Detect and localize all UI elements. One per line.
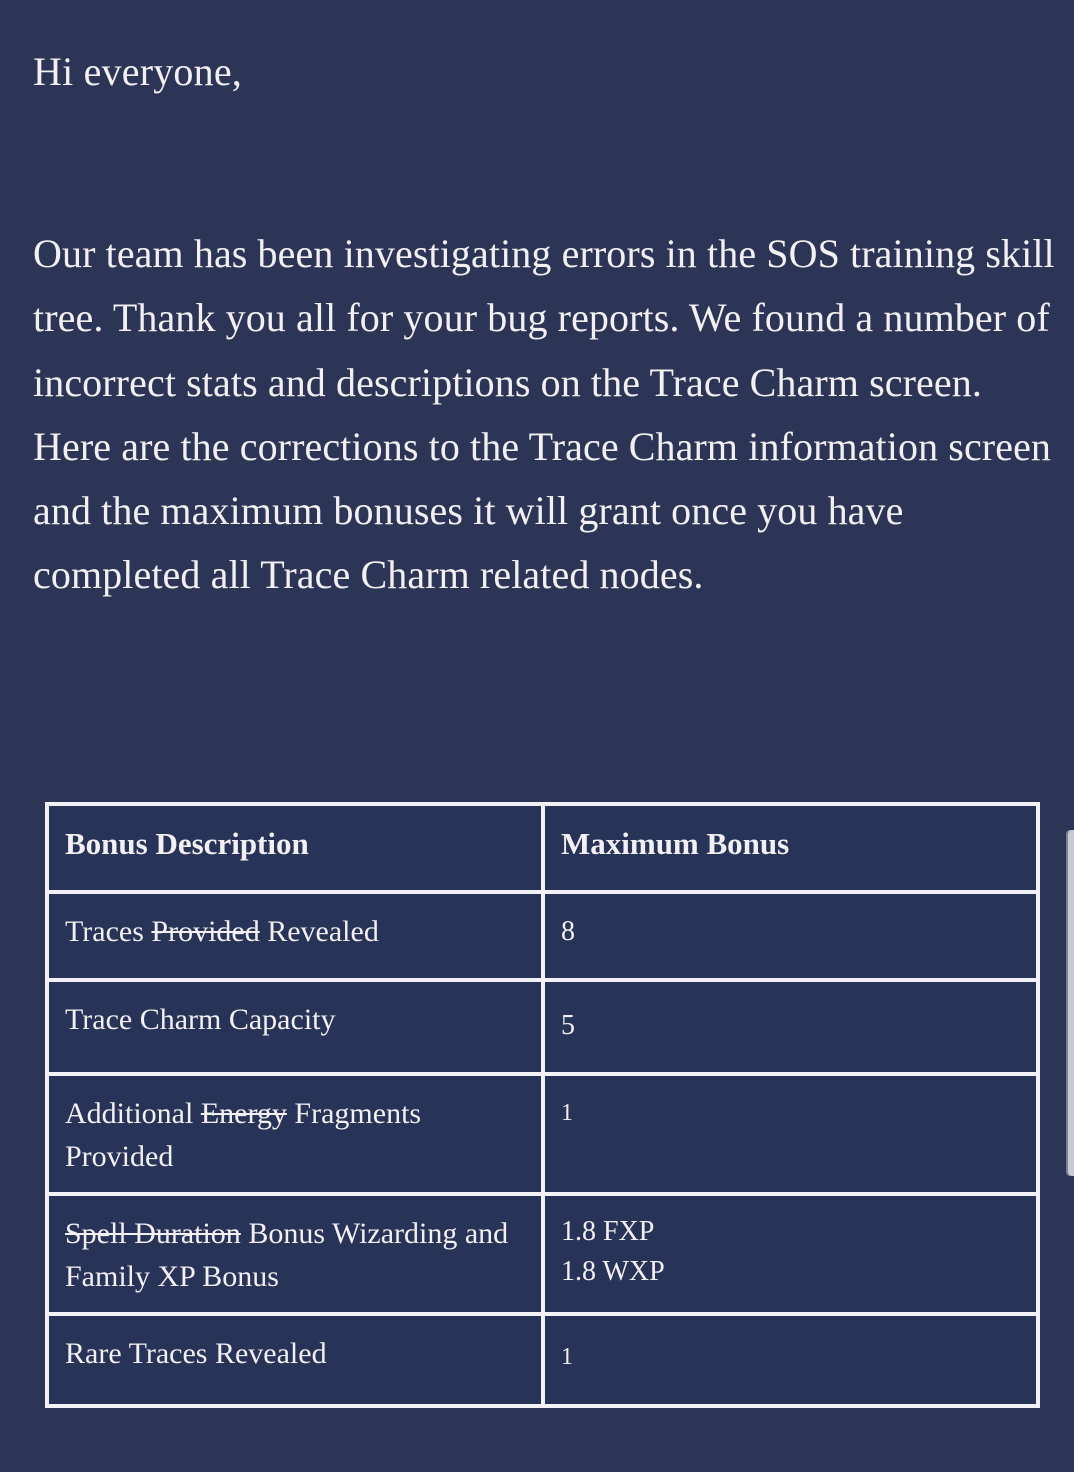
struck-text: Provided xyxy=(151,915,260,948)
description-text: Rare Traces Revealed xyxy=(65,1337,327,1370)
table-row xyxy=(47,1074,1038,1194)
bonus-value-wxp: 1.8 WXP xyxy=(561,1256,665,1287)
header-maximum-bonus: Maximum Bonus xyxy=(543,804,1038,892)
description-text: Traces xyxy=(65,915,144,948)
bonus-value: 8 xyxy=(561,916,575,947)
maximum-bonus-cell xyxy=(543,1194,1038,1314)
description-text: Additional xyxy=(65,1097,194,1130)
maximum-bonus-cell xyxy=(543,1314,1038,1406)
greeting: Hi everyone, xyxy=(33,49,242,94)
maximum-bonus-cell xyxy=(543,892,1038,980)
description-text-correction: Bonus Wizarding and Family XP Bonus xyxy=(65,1217,509,1293)
trace-charm-bonus-table-container xyxy=(45,802,1040,1408)
table-header-row xyxy=(47,804,1038,892)
table-row xyxy=(47,1314,1038,1406)
bonus-value-fxp: 1.8 FXP xyxy=(561,1216,655,1247)
struck-text: Energy xyxy=(200,1097,287,1130)
post-paragraph: Our team has been investigating errors in the SOS training skill tree. Thank you all for your bug reports. We found a number of incorrect stats and descriptions on the Trace Charm screen. Here are the corrections to the Trace Charm information screen and the maximum bonuses it will grant once you have completed all Trace Charm related nodes. xyxy=(33,231,1055,598)
bonus-description-cell xyxy=(47,980,543,1074)
struck-text: Spell Duration xyxy=(65,1217,241,1250)
bonus-value: 5 xyxy=(561,1010,575,1041)
bonus-description-cell xyxy=(47,1074,543,1194)
description-text-correction: Fragments Provided xyxy=(65,1097,422,1173)
table-row xyxy=(47,1194,1038,1314)
bonus-description-cell xyxy=(47,1314,543,1406)
table-row xyxy=(47,892,1038,980)
maximum-bonus-cell xyxy=(543,980,1038,1074)
bonus-value: 1 xyxy=(561,1344,573,1370)
scrollbar-thumb[interactable] xyxy=(1068,830,1074,1176)
description-text-correction: Revealed xyxy=(267,915,379,948)
trace-charm-bonus-table xyxy=(45,802,1040,1408)
bonus-value: 1 xyxy=(561,1100,573,1126)
table-row xyxy=(47,980,1038,1074)
bonus-description-cell xyxy=(47,892,543,980)
header-bonus-description: Bonus Description xyxy=(47,804,543,892)
bonus-description-cell xyxy=(47,1194,543,1314)
description-text: Trace Charm Capacity xyxy=(65,1003,336,1036)
maximum-bonus-cell xyxy=(543,1074,1038,1194)
